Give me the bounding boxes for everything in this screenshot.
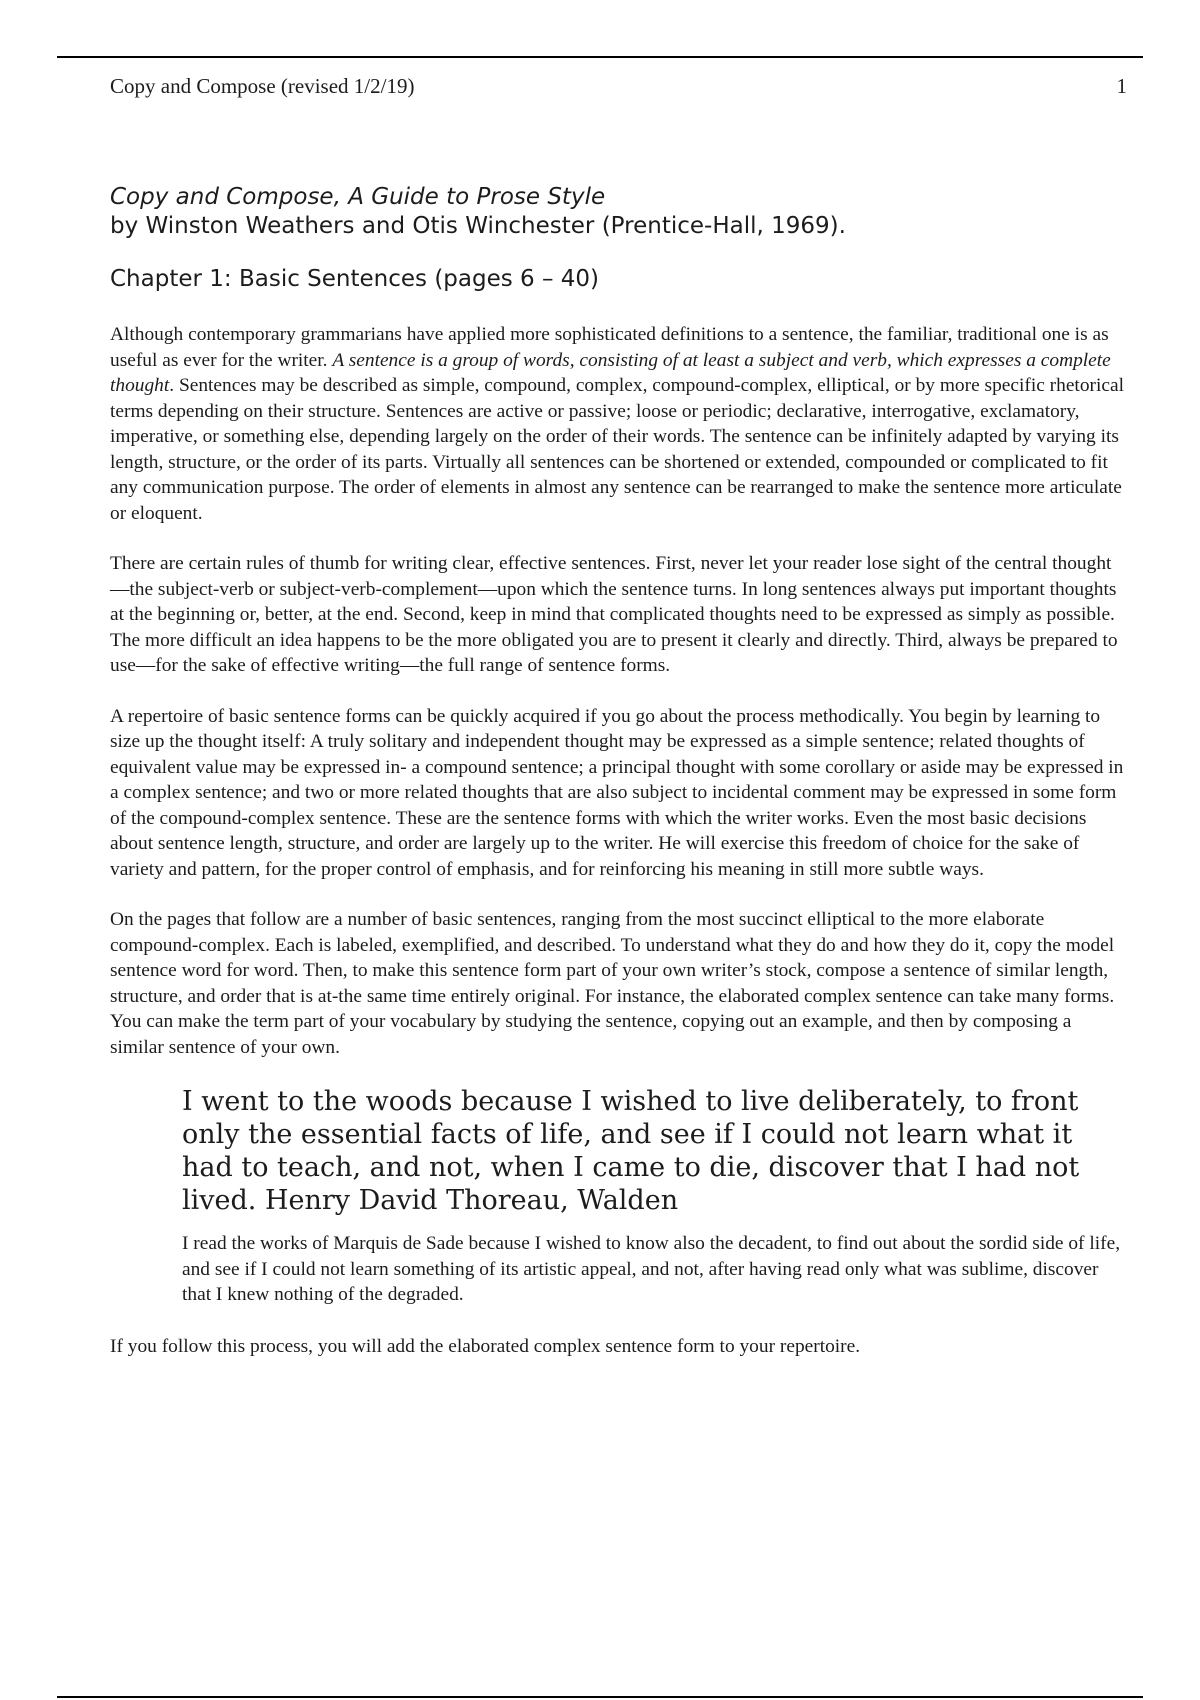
paragraph-method: On the pages that follow are a number of basic sentences, ranging from the most succinct elliptical to the more elaborate compound-complex. Each is labeled, exemplified, and described. To understand what they do and how they do it, copy the model sentence word for word. Then, to make this sentence form part of your own writer’s stock, compose a sentence of similar length, structure, and order that is at-the same time entirely original. For instance, the elaborated complex sentence can take many forms. You can make the term part of your vocabulary by studying the sentence, copying out an example, and then by composing a similar sentence of your own. — [110, 909, 1115, 1058]
book-title: Copy and Compose, A Guide to Prose Style — [110, 184, 606, 210]
paragraph-closing: If you follow this process, you will add the elaborated complex sentence form to your repertoire. — [110, 1335, 861, 1357]
bottom-rule — [57, 1696, 1143, 1698]
running-title: Copy and Compose (revised 1/2/19) — [110, 74, 415, 98]
paragraph-definition: Although contemporary grammarians have applied more sophisticated definitions to a sentence, the familiar, traditional one is as useful as ever for the writer. A sentence is a group of words, consisting of at least a subject and verb, which expresses a complete thought. Sentences may be described as simple, compound, complex, compound-complex, elliptical, or by more specific rhetorical terms depending on their structure. Sentences are active or passive; loose or periodic; declarative, interrogative, exclamatory, imperative, or something else, depending largely on the order of their words. The sentence can be infinitely adapted by varying its length, structure, or the order of its parts. Virtually all sentences can be shortened or extended, compounded or complicated to fit any communication purpose. The order of elements in almost any sentence can be rearranged to make the sentence more articulate or eloquent. — [110, 324, 1124, 524]
chapter-heading: Chapter 1: Basic Sentences (pages 6 – 40) — [110, 266, 600, 292]
title-block — [110, 183, 1130, 241]
byline: by Winston Weathers and Otis Winchester (Prentice-Hall, 1969). — [110, 213, 846, 239]
paragraph-rules-of-thumb: There are certain rules of thumb for writing clear, effective sentences. First, never let your reader lose sight of the central thought—the subject-verb or subject-verb-complement—upon which the sentence turns. In long sentences always put important thoughts at the beginning or, better, at the end. Second, keep in mind that complicated thoughts need to be expressed as simply as possible. The more difficult an idea happens to be the more obligated you are to present it clearly and directly. Third, always be prepared to use—for the sake of effective writing—the full range of sentence forms. — [110, 553, 1118, 676]
sentence-definition: A sentence is a group of words, consisting of at least a subject and verb, which expresses a complete thought — [110, 349, 1111, 396]
body-text — [110, 322, 1130, 1384]
model-quote: I went to the woods because I wished to live deliberately, to front only the essential facts of life, and see if I could not learn what it had to teach, and not, when I came to die, discover that I had not lived. Henry David Thoreau, Walden — [182, 1086, 1080, 1216]
paragraph-repertoire: A repertoire of basic sentence forms can be quickly acquired if you go about the process methodically. You begin by learning to size up the thought itself: A truly solitary and independent thought may be expressed as a simple sentence; related thoughts of equivalent value may be expressed in- a compound sentence; a principal thought with some corollary or aside may be expressed in a complex sentence; and two or more related thoughts that are also subject to incidental comment may be expressed in some form of the compound-complex sentence. These are the sentence forms with which the writer works. Even the most basic decisions about sentence length, structure, and order are largely up to the writer. He will exercise this freedom of choice for the sake of variety and pattern, for the proper control of emphasis, and for reinforcing his meaning in still more subtle ways. — [110, 705, 1124, 880]
top-rule — [57, 56, 1143, 58]
page-header — [110, 74, 1127, 99]
imitation-sentence: I read the works of Marquis de Sade because I wished to know also the decadent, to find out about the sordid side of life, and see if I could not learn something of its artistic appeal, and not, after having read only what was sublime, discover that I knew nothing of the degraded. — [182, 1233, 1121, 1305]
page-number: 1 — [1116, 74, 1127, 98]
